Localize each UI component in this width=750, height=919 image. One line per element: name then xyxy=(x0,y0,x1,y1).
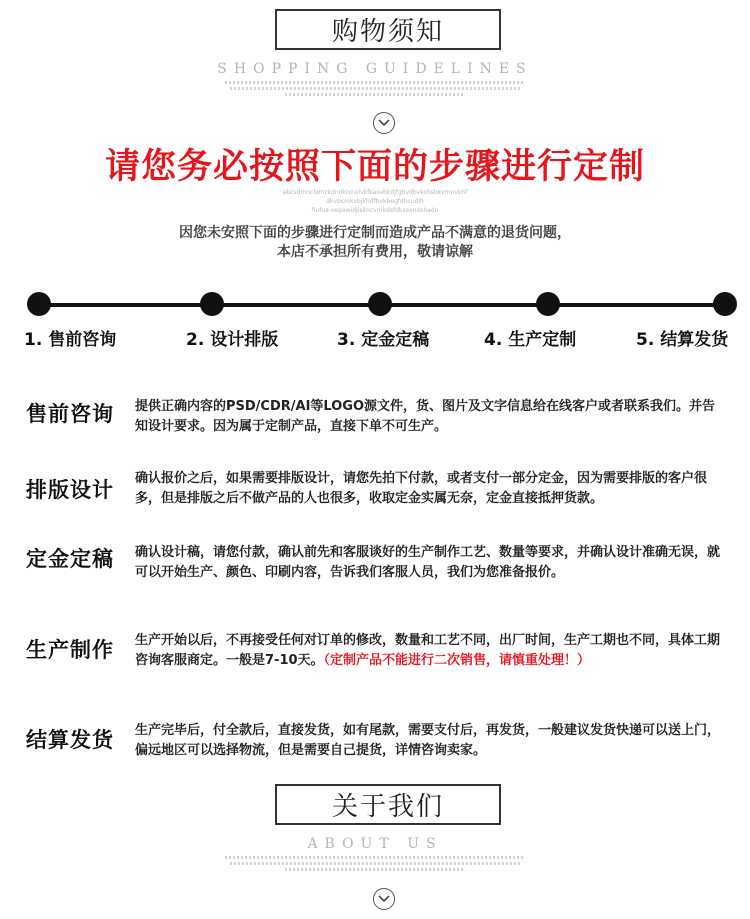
section-text-presale: 提供正确内容的PSD/CDR/AI等LOGO源文件，货、图片及文字信息给在线客户或者联系我们。并告知设计要求。因为属于定制产品，直接下单不可生产。 xyxy=(135,399,716,434)
section-title-layout: 排版设计 xyxy=(26,478,114,502)
production-text: 生产开始以后，不再接受任何对订单的修改，数量和工艺不同，出厂时间，生产工期也不同，具体工期咨询客服商定。一般是7-10天。 xyxy=(135,633,721,668)
section-text-deposit: 确认设计稿，请您付款，确认前先和客服谈好的生产制作工艺、数量等要求，并确认设计准确无误，就可以开始生产、颜色、印刷内容，告诉我们客服人员，我们为您准备报价。 xyxy=(135,545,721,580)
step-label-2: 2. 设计排版 xyxy=(186,330,279,350)
section-title-deposit: 定金定稿 xyxy=(26,547,114,571)
shopping-guide-subtitle: SHOPPING GUIDELINES xyxy=(217,61,533,77)
step-label-3: 3. 定金定稿 xyxy=(337,330,430,350)
refund-notice xyxy=(0,224,750,262)
chevron-down-icon xyxy=(373,112,395,134)
shopping-guide-title: 购物须知 xyxy=(275,9,501,50)
section-text-layout: 确认报价之后，如果需要排版设计，请您先拍下付款，或者支付一部分定金，因为需要排版的客户很多，但是排版之后不做产品的人也很多，收取定金实属无奈，定金直接抵押货款。 xyxy=(135,471,708,506)
step-label-5: 5. 结算发货 xyxy=(636,330,729,350)
decorative-fine-print xyxy=(0,856,750,871)
step-label-1: 1. 售前咨询 xyxy=(24,330,117,350)
main-headline: 请您务必按照下面的步骤进行定制 xyxy=(104,147,645,187)
about-us-title: 关于我们 xyxy=(275,784,501,825)
timeline-dot xyxy=(713,292,737,316)
section-title-production: 生产制作 xyxy=(26,638,114,662)
decorative-letters: abcsdmnclxmzkdndklxnxlvkfkasvbkdjfgbvdbvkchsbkvmnvkhf xyxy=(282,189,468,196)
notice-line-2: 本店不承担所有费用，敬请谅解 xyxy=(277,244,473,260)
about-us-subtitle: ABOUT US xyxy=(307,836,443,852)
timeline-dot xyxy=(536,292,560,316)
section-title-settlement: 结算发货 xyxy=(26,728,114,752)
chevron-down-icon xyxy=(373,888,395,910)
decorative-fine-print xyxy=(0,81,750,96)
timeline-dot xyxy=(27,292,51,316)
notice-line-1: 因您未安照下面的步骤进行定制而造成产品不满意的退货问题， xyxy=(179,225,571,241)
production-warning: （定制产品不能进行二次销售，请慎重处理！） xyxy=(323,653,591,668)
timeline-dot xyxy=(368,292,392,316)
section-title-presale: 售前咨询 xyxy=(26,402,114,426)
section-text-settlement: 生产完毕后，付全款后，直接发货，如有尾款，需要支付后，再发货，一般建议发货快递可以送上门，偏远地区可以选择物流，但是需要自己提货，详情咨询卖家。 xyxy=(135,723,721,758)
decorative-letters: dkvbcmkvbjkhdfbvkbegfdhcudih xyxy=(326,198,424,205)
decorative-letters: fiufua:oepawidjiskncvmkdsfdksexndshado xyxy=(311,207,439,214)
step-label-4: 4. 生产定制 xyxy=(484,330,577,350)
section-text-production xyxy=(135,631,720,671)
timeline-dot xyxy=(200,292,224,316)
